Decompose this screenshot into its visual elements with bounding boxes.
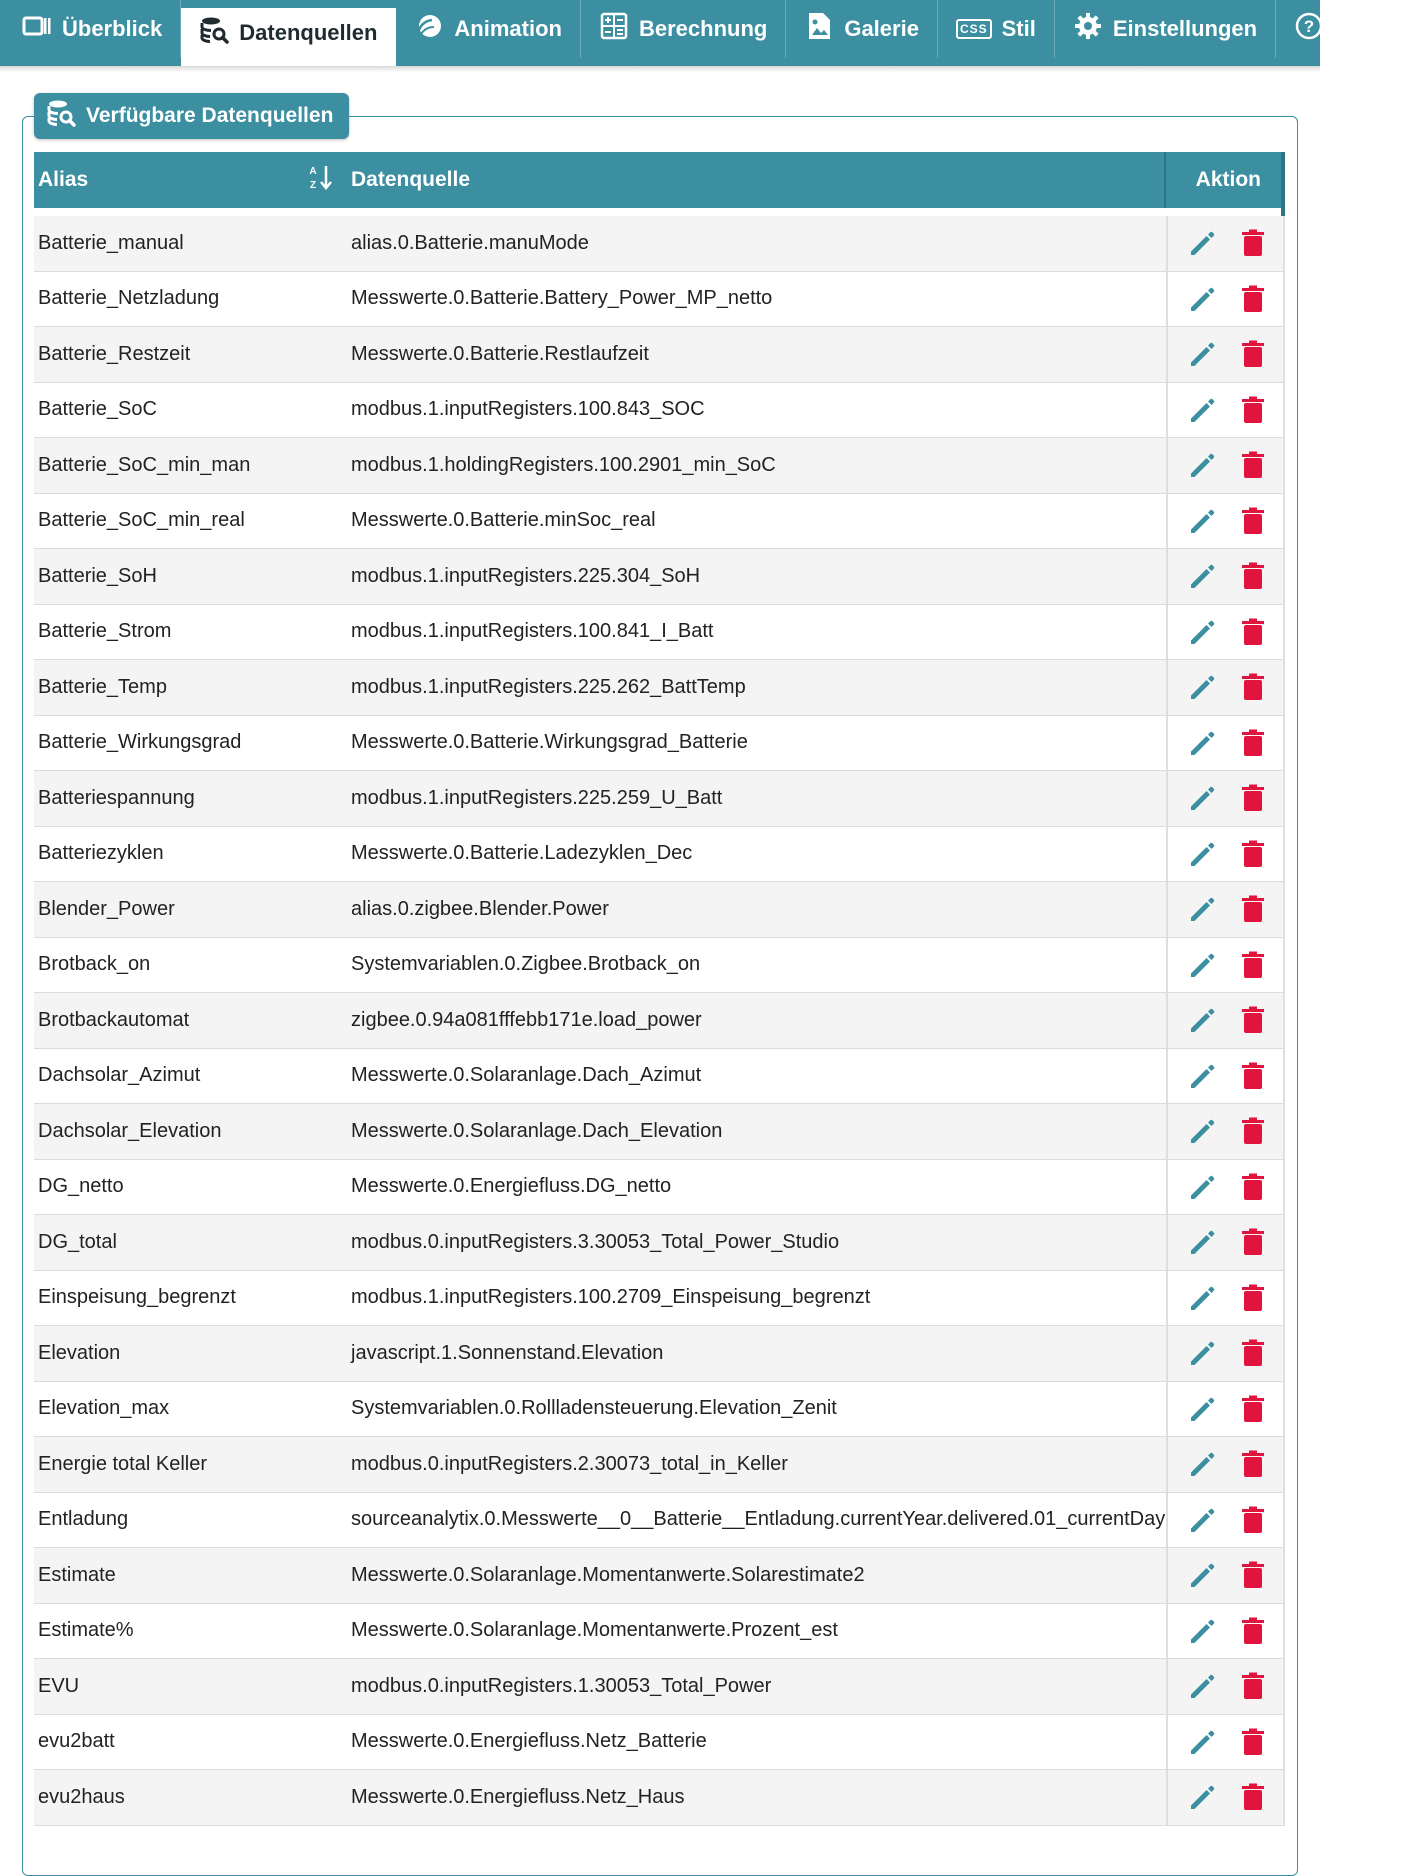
action-cell: [1166, 882, 1283, 937]
pencil-icon: [1187, 1726, 1219, 1758]
edit-button[interactable]: [1186, 393, 1220, 427]
alias-cell: DG_netto: [38, 1175, 124, 1198]
pencil-icon: [1187, 1004, 1219, 1036]
trash-icon: [1237, 1282, 1269, 1314]
action-cell: [1166, 272, 1283, 327]
help-icon: [1294, 11, 1324, 47]
alias-cell: Blender_Power: [38, 897, 175, 920]
pencil-icon: [1187, 1337, 1219, 1369]
table-row: [34, 827, 1285, 883]
pencil-icon: [1187, 1115, 1219, 1147]
delete-button[interactable]: [1236, 448, 1270, 482]
pencil-icon: [1187, 1393, 1219, 1425]
edit-button[interactable]: [1186, 1170, 1220, 1204]
tab-label: Datenquellen: [239, 20, 378, 45]
delete-button[interactable]: [1236, 1669, 1270, 1703]
delete-button[interactable]: [1236, 559, 1270, 593]
trash-icon: [1237, 727, 1269, 759]
pencil-icon: [1187, 727, 1219, 759]
source-cell: Messwerte.0.Energiefluss.Netz_Haus: [351, 1785, 685, 1808]
alias-cell: Batterie_manual: [38, 231, 184, 254]
table-row: [34, 1604, 1285, 1660]
edit-button[interactable]: [1186, 1059, 1220, 1093]
delete-button[interactable]: [1236, 1447, 1270, 1481]
source-cell: zigbee.0.94a081fffebb171e.load_power: [351, 1008, 702, 1031]
edit-button[interactable]: [1186, 837, 1220, 871]
table-row: [34, 993, 1285, 1049]
source-cell: modbus.0.inputRegisters.2.30073_total_in_Keller: [351, 1452, 788, 1475]
edit-button[interactable]: [1186, 670, 1220, 704]
table-row: [34, 438, 1285, 494]
alias-cell: DG_total: [38, 1230, 117, 1253]
action-cell: [1166, 938, 1283, 993]
action-cell: [1166, 1160, 1283, 1215]
source-cell: modbus.1.inputRegisters.100.841_I_Batt: [351, 620, 714, 643]
table-row: [34, 1382, 1285, 1438]
trash-icon: [1237, 449, 1269, 481]
source-cell: Systemvariablen.0.Rollladensteuerung.Elevation_Zenit: [351, 1397, 837, 1420]
edit-button[interactable]: [1186, 1225, 1220, 1259]
pencil-icon: [1187, 949, 1219, 981]
trash-icon: [1237, 1726, 1269, 1758]
edit-button[interactable]: [1186, 337, 1220, 371]
trash-icon: [1237, 616, 1269, 648]
table-row: [34, 494, 1285, 550]
source-cell: alias.0.Batterie.manuMode: [351, 231, 589, 254]
edit-button[interactable]: [1186, 781, 1220, 815]
database-search-icon: [199, 15, 229, 51]
svg-text:?: ?: [1303, 17, 1315, 36]
edit-button[interactable]: [1186, 726, 1220, 760]
column-header-source[interactable]: Datenquelle: [351, 168, 471, 191]
column-header-action: Aktion: [1164, 152, 1281, 208]
action-cell: [1166, 827, 1283, 882]
pencil-icon: [1187, 1781, 1219, 1813]
pencil-icon: [1187, 283, 1219, 315]
edit-button[interactable]: [1186, 892, 1220, 926]
table-row: [34, 1104, 1285, 1160]
calculator-icon: [599, 11, 629, 47]
tab-stil[interactable]: [938, 0, 1055, 58]
tab-label: Berechnung: [638, 16, 768, 41]
pencil-icon: [1187, 1226, 1219, 1258]
svg-text:A: A: [309, 166, 317, 177]
action-cell: [1166, 1437, 1283, 1492]
tab-label: Animation: [454, 16, 562, 41]
delete-button[interactable]: [1236, 504, 1270, 538]
pencil-icon: [1187, 449, 1219, 481]
tab-bar-shadow: [0, 66, 1320, 72]
source-cell: modbus.0.inputRegisters.1.30053_Total_Power: [351, 1674, 772, 1697]
alias-cell: Batterie_SoC_min_real: [38, 509, 245, 532]
edit-button[interactable]: [1186, 559, 1220, 593]
trash-icon: [1237, 1504, 1269, 1536]
delete-button[interactable]: [1236, 1003, 1270, 1037]
trash-icon: [1237, 227, 1269, 259]
action-cell: [1166, 494, 1283, 549]
panel-title-label: Verfügbare Datenquellen: [86, 104, 334, 127]
source-cell: modbus.1.inputRegisters.100.2709_Einspeisung_begrenzt: [351, 1286, 871, 1309]
alias-cell: Batteriespannung: [38, 786, 195, 809]
top-tab-bar: [0, 0, 1388, 66]
table-row: [34, 938, 1285, 994]
alias-cell: Batterie_SoC_min_man: [38, 453, 251, 476]
alias-cell: Elevation: [38, 1341, 121, 1364]
table-row: [34, 216, 1285, 272]
table-row: [34, 1437, 1285, 1493]
table-row: [34, 660, 1285, 716]
header-spacer: [34, 208, 1285, 216]
pencil-icon: [1187, 1559, 1219, 1591]
delete-button[interactable]: [1236, 1225, 1270, 1259]
tab-label: Hilfe/: [1334, 16, 1388, 41]
edit-button[interactable]: [1186, 226, 1220, 260]
delete-button[interactable]: [1236, 1614, 1270, 1648]
pencil-icon: [1187, 616, 1219, 648]
tab-label: Galerie: [844, 16, 919, 41]
table-row: [34, 1715, 1285, 1771]
table-row: [34, 327, 1285, 383]
action-cell: [1166, 383, 1283, 438]
alias-cell: Dachsolar_Azimut: [38, 1064, 201, 1087]
table-row: [34, 272, 1285, 328]
svg-text:Z: Z: [309, 180, 317, 191]
pencil-icon: [1187, 1060, 1219, 1092]
delete-button[interactable]: [1236, 781, 1270, 815]
pencil-icon: [1187, 394, 1219, 426]
trash-icon: [1237, 838, 1269, 870]
table-row: [34, 1548, 1285, 1604]
delete-button[interactable]: [1236, 837, 1270, 871]
pencil-icon: [1187, 1670, 1219, 1702]
source-cell: modbus.1.inputRegisters.225.259_U_Batt: [351, 786, 723, 809]
alias-cell: Estimate: [38, 1563, 116, 1586]
alias-cell: evu2haus: [38, 1785, 125, 1808]
css-icon: CSS: [956, 19, 992, 39]
action-cell: [1166, 216, 1283, 271]
pencil-icon: [1187, 505, 1219, 537]
table-header: [34, 152, 1285, 208]
source-cell: Messwerte.0.Solaranlage.Momentanwerte.Prozent_est: [351, 1619, 838, 1642]
source-cell: modbus.1.holdingRegisters.100.2901_min_SoC: [351, 453, 776, 476]
trash-icon: [1237, 1060, 1269, 1092]
trash-icon: [1237, 1115, 1269, 1147]
edit-button[interactable]: [1186, 1669, 1220, 1703]
edit-button[interactable]: [1186, 504, 1220, 538]
pencil-icon: [1187, 838, 1219, 870]
table-row: [34, 605, 1285, 661]
source-cell: Systemvariablen.0.Zigbee.Brotback_on: [351, 953, 701, 976]
alias-cell: Dachsolar_Elevation: [38, 1119, 222, 1142]
alias-cell: Batterie_Restzeit: [38, 342, 191, 365]
action-cell: [1166, 1604, 1283, 1659]
alias-cell: Batterie_Wirkungsgrad: [38, 731, 242, 754]
action-cell: [1166, 1715, 1283, 1770]
tab-ueberblick[interactable]: [4, 0, 181, 58]
source-cell: Messwerte.0.Energiefluss.Netz_Batterie: [351, 1730, 707, 1753]
edit-button[interactable]: [1186, 1558, 1220, 1592]
delete-button[interactable]: [1236, 670, 1270, 704]
trash-icon: [1237, 1171, 1269, 1203]
edit-button[interactable]: [1186, 282, 1220, 316]
edit-button[interactable]: [1186, 948, 1220, 982]
trash-icon: [1237, 782, 1269, 814]
action-cell: [1166, 993, 1283, 1048]
table-row: [34, 1326, 1285, 1382]
alias-cell: Batterie_SoH: [38, 564, 157, 587]
table-row: [34, 1160, 1285, 1216]
delete-button[interactable]: [1236, 337, 1270, 371]
tab-einstellungen[interactable]: [1055, 0, 1276, 58]
alias-cell: Brotbackautomat: [38, 1008, 190, 1031]
source-cell: Messwerte.0.Solaranlage.Momentanwerte.Solarestimate2: [351, 1563, 865, 1586]
edit-button[interactable]: [1186, 1114, 1220, 1148]
edit-button[interactable]: [1186, 1503, 1220, 1537]
alias-cell: Energie total Keller: [38, 1452, 207, 1475]
action-cell: [1166, 1215, 1283, 1270]
panel-title: [34, 93, 349, 139]
source-cell: Messwerte.0.Solaranlage.Dach_Azimut: [351, 1064, 702, 1087]
pencil-icon: [1187, 1448, 1219, 1480]
action-cell: [1166, 716, 1283, 771]
gear-icon: [1073, 11, 1103, 47]
sort-alpha-icon[interactable]: [307, 163, 333, 197]
image-gallery-icon: [804, 11, 834, 47]
source-cell: javascript.1.Sonnenstand.Elevation: [351, 1341, 664, 1364]
delete-button[interactable]: [1236, 892, 1270, 926]
source-cell: modbus.1.inputRegisters.225.262_BattTemp: [351, 675, 746, 698]
pencil-icon: [1187, 560, 1219, 592]
alias-cell: Batteriezyklen: [38, 842, 164, 865]
action-cell: [1166, 1493, 1283, 1548]
datasource-table: [34, 152, 1285, 1826]
action-cell: [1166, 1382, 1283, 1437]
edit-button[interactable]: [1186, 1447, 1220, 1481]
tab-label: Stil: [1001, 16, 1036, 41]
column-header-label: Alias: [38, 168, 89, 191]
delete-button[interactable]: [1236, 1725, 1270, 1759]
source-cell: Messwerte.0.Energiefluss.DG_netto: [351, 1175, 672, 1198]
alias-cell: Elevation_max: [38, 1397, 170, 1420]
table-row: [34, 1049, 1285, 1105]
tab-label: Überblick: [62, 16, 163, 41]
delete-button[interactable]: [1236, 948, 1270, 982]
pencil-icon: [1187, 1171, 1219, 1203]
animation-icon: [414, 11, 444, 47]
delete-button[interactable]: [1236, 1114, 1270, 1148]
source-cell: Messwerte.0.Solaranlage.Dach_Elevation: [351, 1119, 723, 1142]
pencil-icon: [1187, 1282, 1219, 1314]
alias-cell: Brotback_on: [38, 953, 151, 976]
alias-cell: Batterie_SoC: [38, 398, 157, 421]
table-row: [34, 716, 1285, 772]
trash-icon: [1237, 671, 1269, 703]
alias-cell: Estimate%: [38, 1619, 134, 1642]
alias-cell: Batterie_Strom: [38, 620, 172, 643]
pencil-icon: [1187, 671, 1219, 703]
tab-datenquellen[interactable]: [181, 8, 396, 66]
source-cell: Messwerte.0.Batterie.Restlaufzeit: [351, 342, 649, 365]
action-cell: [1166, 327, 1283, 382]
alias-cell: Einspeisung_begrenzt: [38, 1286, 236, 1309]
trash-icon: [1237, 1559, 1269, 1591]
action-cell: [1166, 1104, 1283, 1159]
tab-galerie[interactable]: [786, 0, 938, 58]
action-cell: [1166, 1049, 1283, 1104]
delete-button[interactable]: [1236, 226, 1270, 260]
action-cell: [1166, 1770, 1283, 1825]
action-cell: [1166, 771, 1283, 826]
trash-icon: [1237, 338, 1269, 370]
trash-icon: [1237, 394, 1269, 426]
table-row: [34, 1659, 1285, 1715]
table-row: [34, 771, 1285, 827]
trash-icon: [1237, 949, 1269, 981]
alias-cell: Batterie_Netzladung: [38, 287, 220, 310]
delete-button[interactable]: [1236, 615, 1270, 649]
delete-button[interactable]: [1236, 1059, 1270, 1093]
delete-button[interactable]: [1236, 393, 1270, 427]
action-cell: [1166, 1271, 1283, 1326]
source-cell: Messwerte.0.Batterie.minSoc_real: [351, 509, 656, 532]
source-cell: Messwerte.0.Batterie.Battery_Power_MP_netto: [351, 287, 773, 310]
table-row: [34, 1215, 1285, 1271]
pencil-icon: [1187, 1504, 1219, 1536]
trash-icon: [1237, 1337, 1269, 1369]
edit-button[interactable]: [1186, 1281, 1220, 1315]
edit-button[interactable]: [1186, 615, 1220, 649]
tab-animation[interactable]: [396, 0, 581, 58]
source-cell: modbus.1.inputRegisters.225.304_SoH: [351, 564, 701, 587]
delete-button[interactable]: [1236, 282, 1270, 316]
database-search-icon: [46, 98, 76, 134]
action-cell: [1166, 1659, 1283, 1714]
table-row: [34, 383, 1285, 439]
table-row: [34, 549, 1285, 605]
source-cell: modbus.1.inputRegisters.100.843_SOC: [351, 398, 705, 421]
source-cell: modbus.0.inputRegisters.3.30053_Total_Power_Studio: [351, 1230, 840, 1253]
source-cell: Messwerte.0.Batterie.Wirkungsgrad_Batterie: [351, 731, 748, 754]
delete-button[interactable]: [1236, 1336, 1270, 1370]
tab-label: Einstellungen: [1112, 16, 1258, 41]
table-row: [34, 882, 1285, 938]
action-cell: [1166, 1326, 1283, 1381]
trash-icon: [1237, 505, 1269, 537]
alias-cell: Batterie_Temp: [38, 675, 167, 698]
edit-button[interactable]: [1186, 448, 1220, 482]
edit-button[interactable]: [1186, 1336, 1220, 1370]
trash-icon: [1237, 1226, 1269, 1258]
edit-button[interactable]: [1186, 1392, 1220, 1426]
delete-button[interactable]: [1236, 1780, 1270, 1814]
tab-berechnung[interactable]: [581, 0, 786, 58]
source-cell: Messwerte.0.Batterie.Ladezyklen_Dec: [351, 842, 693, 865]
table-row: [34, 1770, 1285, 1826]
delete-button[interactable]: [1236, 1558, 1270, 1592]
pencil-icon: [1187, 338, 1219, 370]
tab-hilfe[interactable]: [1276, 0, 1406, 58]
delete-button[interactable]: [1236, 726, 1270, 760]
edit-button[interactable]: [1186, 1003, 1220, 1037]
pencil-icon: [1187, 1615, 1219, 1647]
delete-button[interactable]: [1236, 1503, 1270, 1537]
trash-icon: [1237, 560, 1269, 592]
trash-icon: [1237, 1393, 1269, 1425]
trash-icon: [1237, 1615, 1269, 1647]
pencil-icon: [1187, 227, 1219, 259]
table-body: [34, 216, 1285, 1826]
alias-cell: evu2batt: [38, 1730, 115, 1753]
trash-icon: [1237, 893, 1269, 925]
delete-button[interactable]: [1236, 1170, 1270, 1204]
action-cell: [1166, 660, 1283, 715]
delete-button[interactable]: [1236, 1392, 1270, 1426]
action-cell: [1166, 438, 1283, 493]
action-cell: [1166, 1548, 1283, 1603]
trash-icon: [1237, 283, 1269, 315]
table-row: [34, 1493, 1285, 1549]
source-cell: alias.0.zigbee.Blender.Power: [351, 897, 609, 920]
alias-cell: EVU: [38, 1674, 80, 1697]
table-row: [34, 1271, 1285, 1327]
delete-button[interactable]: [1236, 1281, 1270, 1315]
trash-icon: [1237, 1448, 1269, 1480]
dashboard-icon: [22, 11, 52, 47]
column-header-alias[interactable]: [34, 152, 341, 208]
alias-cell: Entladung: [38, 1508, 129, 1531]
action-cell: [1166, 605, 1283, 660]
action-cell: [1166, 549, 1283, 604]
pencil-icon: [1187, 782, 1219, 814]
edit-button[interactable]: [1186, 1725, 1220, 1759]
trash-icon: [1237, 1670, 1269, 1702]
pencil-icon: [1187, 893, 1219, 925]
edit-button[interactable]: [1186, 1780, 1220, 1814]
trash-icon: [1237, 1004, 1269, 1036]
source-cell: sourceanalytix.0.Messwerte__0__Batterie__Entladung.currentYear.delivered.01_currentDay: [351, 1508, 1166, 1531]
edit-button[interactable]: [1186, 1614, 1220, 1648]
trash-icon: [1237, 1781, 1269, 1813]
